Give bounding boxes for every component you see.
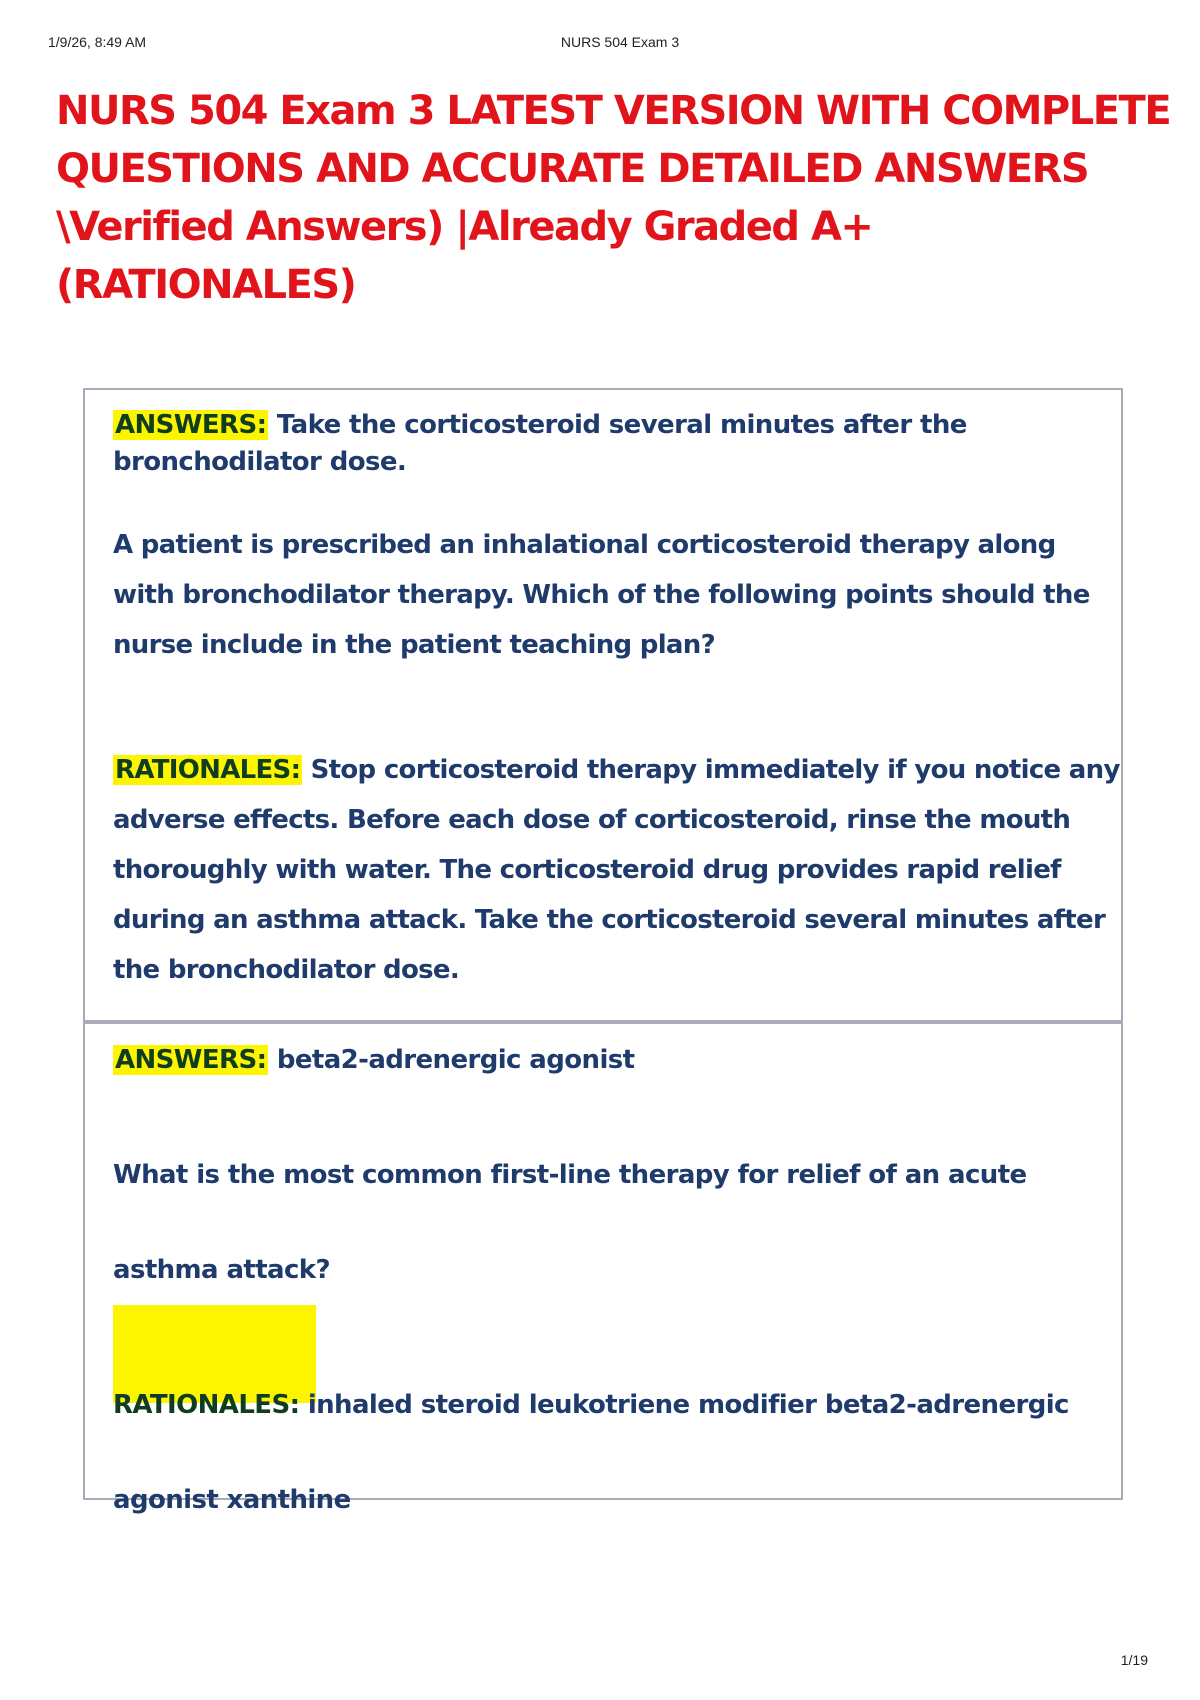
answer-text [113, 407, 1123, 481]
rationale-value: inhaled steroid leukotriene modifier beta2-adrenergic agonist xanthine [113, 1390, 1069, 1515]
rationale-text [113, 745, 1123, 995]
qa-card [83, 1020, 1123, 1515]
rationales-label: RATIONALES: [113, 1390, 300, 1420]
answer-value: beta2-adrenergic agonist [276, 1045, 635, 1075]
answers-label: ANSWERS: [115, 410, 267, 440]
answers-label: ANSWERS: [115, 1045, 267, 1075]
question-text: What is the most common first-line therapy for relief of an acute asthma attack? [113, 1160, 1027, 1285]
page-number: 1/19 [1120, 1652, 1148, 1668]
rationales-label: RATIONALES: [115, 755, 301, 785]
answer-text [113, 1040, 1123, 1080]
rationale-text [113, 1358, 1123, 1548]
qa-card [83, 388, 1123, 1024]
print-datetime: 1/9/26, 8:49 AM [48, 34, 147, 50]
print-header [0, 34, 1200, 54]
print-doc-name: NURS 504 Exam 3 [560, 34, 680, 50]
answer-value: Take the corticosteroid several minutes after the bronchodilator dose. [113, 410, 967, 477]
question-text: A patient is prescribed an inhalational corticosteroid therapy along with bronchodilator therapy. Which of the following points should the nurse include in the patient teaching plan? [113, 530, 1090, 660]
rationale-value: Stop corticosteroid therapy immediately if you notice any adverse effects. Before each dose of corticosteroid, rinse the mouth thoroughly with water. The corticosteroid drug provides rapid relief during an asthma attack. Take the corticosteroid several minutes after the bronchodilator dose. [113, 755, 1120, 985]
document-title: NURS 504 Exam 3 LATEST VERSION WITH COMPLETE QUESTIONS AND ACCURATE DETAILED ANSWERS \Verified Answers) |Already Graded A+ (RATIONALES) [56, 88, 1171, 308]
